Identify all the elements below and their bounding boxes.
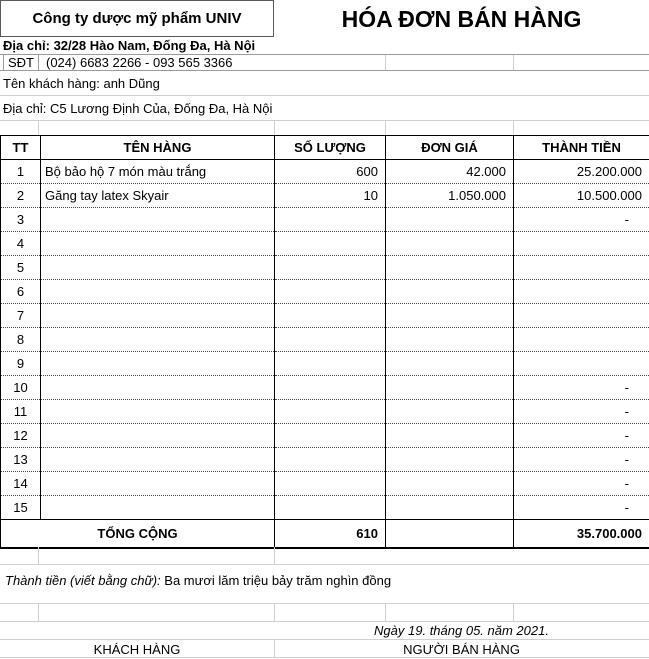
cell-name [41,376,275,400]
cell-amount: 25.200.000 [514,160,649,184]
table-header-row [1,136,649,160]
header-price: ĐƠN GIÁ [386,136,514,160]
cell-amount: - [514,424,649,448]
cell-amount [514,304,649,328]
gridline [513,604,514,621]
gridline [274,547,275,564]
amount-words-label: Thành tiền (viết bằng chữ): [5,573,161,588]
table-row [1,496,649,520]
total-amount: 35.700.000 [514,520,649,548]
cell-name [41,208,275,232]
cell-amount [514,280,649,304]
cell-qty [275,400,386,424]
total-label: TỔNG CỘNG [1,520,275,548]
cell-qty [275,424,386,448]
table-row [1,304,649,328]
invoice-table-body [1,160,649,520]
cell-tt: 11 [1,400,41,424]
table-row [1,256,649,280]
cell-price [386,376,514,400]
cell-tt: 10 [1,376,41,400]
gridline [38,604,39,621]
cell-price: 42.000 [386,160,514,184]
signature-row [0,640,649,658]
date-line: Ngày 19. tháng 05. năm 2021. [374,623,549,638]
spacer-row [0,547,649,565]
amount-words-value: Ba mươi lăm triệu bảy trăm nghìn đồng [164,573,392,588]
cell-price [386,448,514,472]
cell-amount: - [514,472,649,496]
customer-name-line: Tên khách hàng: anh Dũng [0,71,649,96]
cell-price [386,472,514,496]
cell-tt: 5 [1,256,41,280]
table-row [1,424,649,448]
cell-amount [514,232,649,256]
customer-signature-label: KHÁCH HÀNG [93,642,181,657]
table-row [1,208,649,232]
cell-tt: 12 [1,424,41,448]
phone-label: SĐT [3,55,39,71]
gridline [385,55,386,70]
cell-name [41,400,275,424]
cell-tt: 8 [1,328,41,352]
cell-qty [275,256,386,280]
table-row [1,352,649,376]
table-row [1,280,649,304]
cell-name [41,352,275,376]
cell-amount: - [514,376,649,400]
cell-name [41,448,275,472]
table-row [1,160,649,184]
total-qty: 610 [275,520,386,548]
cell-name [41,280,275,304]
cell-price [386,232,514,256]
cell-qty [275,472,386,496]
spacer-row [0,604,649,622]
cell-price [386,400,514,424]
cell-tt: 1 [1,160,41,184]
cell-qty [275,304,386,328]
total-price-empty [386,520,514,548]
invoice-title: HÓA ĐƠN BÁN HÀNG [341,6,582,32]
gridline [513,55,514,70]
table-row [1,448,649,472]
cell-qty: 600 [275,160,386,184]
gridline [274,121,275,135]
cell-tt: 2 [1,184,41,208]
cell-name [41,304,275,328]
table-row [1,400,649,424]
cell-qty [275,496,386,520]
cell-qty [275,280,386,304]
cell-amount: 10.500.000 [514,184,649,208]
cell-amount [514,352,649,376]
cell-tt: 13 [1,448,41,472]
table-row [1,232,649,256]
cell-price [386,256,514,280]
cell-qty [275,328,386,352]
cell-tt: 6 [1,280,41,304]
cell-qty [275,448,386,472]
cell-price [386,328,514,352]
table-row [1,376,649,400]
amount-in-words-row [0,565,649,604]
cell-name [41,496,275,520]
cell-qty [275,208,386,232]
cell-amount [514,256,649,280]
cell-tt: 9 [1,352,41,376]
cell-qty: 10 [275,184,386,208]
header-qty: SỐ LƯỢNG [275,136,386,160]
gridline [385,604,386,621]
cell-amount: - [514,496,649,520]
table-row [1,184,649,208]
gridline [38,121,39,135]
seller-signature-label: NGƯỜI BÁN HÀNG [403,642,520,657]
date-row [0,622,649,640]
cell-qty [275,352,386,376]
cell-amount: - [514,400,649,424]
spacer-row [0,121,649,135]
table-row [1,472,649,496]
cell-price [386,208,514,232]
cell-tt: 4 [1,232,41,256]
cell-tt: 7 [1,304,41,328]
cell-name [41,424,275,448]
cell-price [386,496,514,520]
header-tt: TT [1,136,41,160]
cell-tt: 3 [1,208,41,232]
cell-tt: 14 [1,472,41,496]
gridline [274,604,275,621]
customer-address-line: Địa chỉ: C5 Lương Định Của, Đống Đa, Hà Nội [0,96,649,121]
cell-amount [514,328,649,352]
table-row [1,328,649,352]
cell-name: Găng tay latex Skyair [41,184,275,208]
gridline [38,547,39,564]
invoice-table [0,135,649,549]
header-amount: THÀNH TIỀN [514,136,649,160]
gridline [385,121,386,135]
company-address: Địa chỉ: 32/28 Hào Nam, Đống Đa, Hà Nội [0,37,649,55]
cell-tt: 15 [1,496,41,520]
cell-qty [275,376,386,400]
company-phone-row [0,55,649,71]
cell-price [386,304,514,328]
cell-price [386,280,514,304]
cell-qty [275,232,386,256]
cell-price [386,352,514,376]
cell-name [41,472,275,496]
phone-number: (024) 6683 2266 - 093 565 3366 [46,55,233,70]
cell-amount: - [514,448,649,472]
cell-name [41,256,275,280]
total-row [1,520,649,548]
cell-amount: - [514,208,649,232]
header-name: TÊN HÀNG [41,136,275,160]
cell-name [41,232,275,256]
gridline [513,121,514,135]
cell-price [386,424,514,448]
cell-name: Bộ bảo hộ 7 món màu trắng [41,160,275,184]
cell-price: 1.050.000 [386,184,514,208]
cell-name [41,328,275,352]
company-name: Công ty dược mỹ phẩm UNIV [0,0,274,37]
